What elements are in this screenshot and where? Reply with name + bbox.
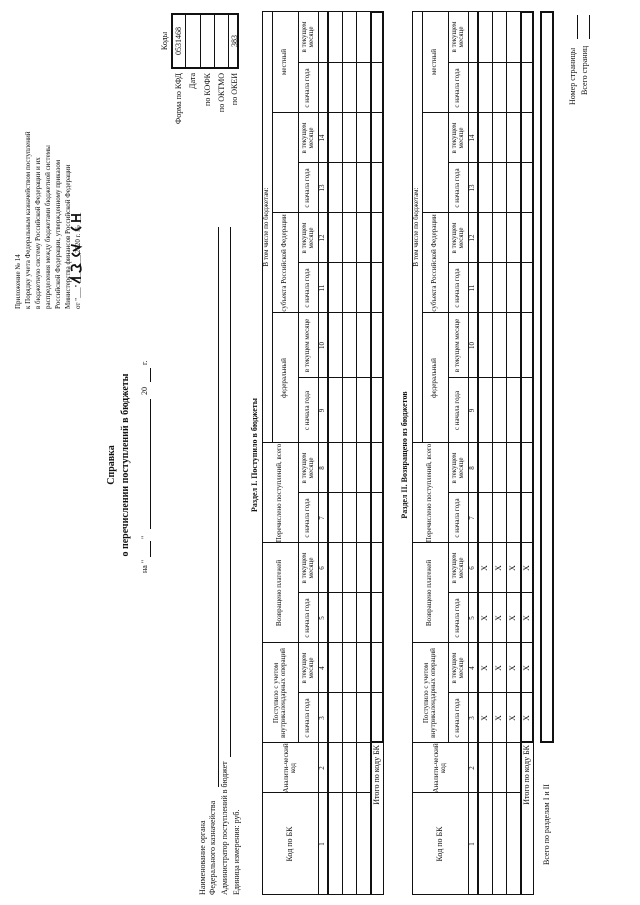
signature-mark-icon [68, 197, 84, 287]
appendix-line-5: Российской Федерации, утвержденному приказом [54, 159, 62, 309]
s2-colnum: 10 [468, 342, 477, 349]
s1-colnum: 6 [318, 566, 327, 570]
s2-hline [506, 11, 507, 895]
s1-header-federal: федеральный [280, 358, 289, 398]
appendix-line-7: от "___" ________ 2020 г. № ___ [74, 212, 82, 309]
date-prefix: на " [140, 559, 149, 573]
admin-line [230, 227, 231, 757]
s2-header-federal: федеральный [430, 358, 439, 398]
s1-sub-ytd: с начала года [303, 68, 312, 108]
treasury-line [218, 227, 219, 787]
form-subtitle: о перечислении поступлений в бюджеты [120, 373, 131, 557]
s2-colnum: 7 [468, 516, 477, 520]
s2-cell-x: X [494, 615, 504, 621]
codes-divider-4 [228, 13, 229, 69]
s1-header-analytic: Аналити-ческий код [281, 743, 297, 793]
s2-sub-ytd: с начала года [453, 698, 462, 738]
date-month-line [150, 399, 151, 529]
s2-hline [492, 11, 493, 895]
s2-colnum: 5 [468, 616, 477, 620]
s1-colnum: 14 [318, 134, 327, 142]
org-name-label: Наименование органа [198, 820, 207, 895]
s1-hline [356, 11, 357, 895]
s1-hline [342, 11, 343, 895]
s1-total-label: Итого по коду БК [372, 745, 381, 805]
appendix-line-6: Министерства финансов Российской Федерации [64, 164, 72, 309]
codes-divider-3 [214, 13, 215, 69]
s2-header-subject: субъекта Российской Федерации [430, 214, 439, 312]
s2-colnum: 14 [468, 134, 477, 142]
s1-sub-ytd: с начала года [303, 168, 312, 208]
s1-sub-month: в текущем месяце [299, 222, 315, 254]
s1-sub-ytd: с начала года [303, 598, 312, 638]
s2-header-local: местный [430, 48, 439, 76]
s2-colnum: 2 [468, 766, 477, 770]
treasury-label: Федерального казначейства [208, 800, 217, 895]
s2-header-kbk: Код по БК [434, 826, 444, 862]
date-day-line [150, 541, 151, 557]
s2-sub-ytd: с начала года [453, 390, 462, 431]
s2-colnum: 13 [468, 184, 477, 192]
okei-code-value: 383 [230, 35, 239, 47]
s1-sub-month: в текущем месяце [299, 552, 315, 584]
s2-sub-ytd: с начала года [453, 268, 462, 308]
handwritten-order-number [68, 197, 87, 287]
s1-colnum: 5 [318, 616, 327, 620]
s1-sub-ytd: с начала года [303, 268, 312, 308]
s2-cell-x: X [508, 715, 518, 721]
s1-sub-month: в текущем месяце [299, 452, 315, 484]
s2-total-x: X [522, 665, 532, 671]
s1-colnum: 10 [318, 342, 327, 349]
codes-divider-2 [200, 13, 201, 69]
total-pages-label: Всего страниц [580, 45, 589, 95]
s2-sub-month: в текущем месяце [449, 122, 465, 154]
appendix-line-4: распределения между бюджетами бюджетной системы [44, 145, 52, 309]
s1-sub-ytd: с начала года [303, 390, 312, 431]
unit-label: Единица измерения: руб. [232, 809, 241, 895]
s1-colnum: 13 [318, 184, 327, 192]
year-suffix: г. [140, 360, 149, 365]
s2-cell-x: X [480, 615, 490, 621]
s1-colnum: 3 [318, 716, 327, 720]
s2-cell-x: X [480, 665, 490, 671]
s2-colnum: 3 [468, 716, 477, 720]
s2-cell-x: X [494, 665, 504, 671]
s1-header-kbk: Код по БК [284, 826, 294, 862]
s2-header-received: Поступило с учетом внутрикалендарных операций [421, 648, 437, 738]
s1-colnum: 1 [318, 842, 327, 846]
s1-colnum: 4 [318, 666, 327, 670]
grand-total-box [540, 11, 554, 743]
s1-colnum: 8 [318, 466, 327, 470]
s1-header-returned: Возвращено платежей [275, 559, 284, 627]
s2-colnum: 12 [468, 234, 477, 242]
s1-sub-month: в текущем месяце [299, 652, 315, 684]
codes-header: Коды [160, 31, 169, 51]
s2-sub-month: в текущем месяце [449, 21, 465, 53]
s2-total-x: X [522, 615, 532, 621]
s2-colnum: 9 [468, 408, 477, 413]
year-line [150, 368, 151, 382]
s2-cell-x: X [508, 565, 518, 571]
section1-title: Раздел I. Поступило в бюджеты [250, 398, 259, 512]
s1-header-subject: субъекта Российской Федерации [280, 214, 289, 312]
s1-colnum: 11 [318, 284, 327, 292]
s2-header-incl: В том числе по бюджетам: [412, 187, 421, 267]
year-prefix: 20 [140, 387, 149, 395]
s2-colnum: 8 [468, 466, 477, 470]
appendix-line-2: к Порядку учета Федеральным казначейством поступлений [24, 131, 32, 309]
s2-header-returned: Возвращено платежей [425, 559, 434, 627]
s1-colnum: 7 [318, 516, 327, 520]
s2-cell-x: X [508, 665, 518, 671]
s1-colnum: 12 [318, 234, 327, 242]
s1-sub-month: в текущем месяце [299, 122, 315, 154]
s2-cell-x: X [494, 715, 504, 721]
s1-colnum: 9 [318, 408, 327, 413]
s2-sub-ytd: с начала года [453, 598, 462, 638]
s2-total-x: X [522, 715, 532, 721]
s2-sub-ytd: с начала года [453, 168, 462, 208]
s2-sub-month: в текущем месяце [449, 222, 465, 254]
s1-header-local: местный [280, 48, 289, 76]
s2-cell-x: X [480, 565, 490, 571]
s2-cell-x: X [494, 565, 504, 571]
s2-sub-ytd: с начала года [453, 498, 462, 538]
s1-total-box [370, 11, 384, 743]
section2-title: Раздел II. Возвращено из бюджетов [400, 391, 409, 519]
s2-colnum: 11 [468, 284, 477, 292]
s1-header-incl: В том числе по бюджетам: [262, 187, 271, 267]
codes-divider-1 [185, 13, 186, 69]
s2-sub-ytd: с начала года [453, 68, 462, 108]
s2-colnum: 1 [468, 842, 477, 846]
form-title: Справка [106, 445, 117, 485]
s2-cell-x: X [480, 715, 490, 721]
okei-code-label: по ОКЕИ [230, 73, 239, 106]
s1-header-local-placeholder [272, 113, 298, 213]
s1-sub-ytd: с начала года [303, 698, 312, 738]
s1-sub-ytd: с начала года [303, 498, 312, 538]
page-number-label: Номер страницы [568, 47, 577, 105]
s2-sub-month: в текущем месяце [453, 318, 462, 373]
page-number-line [577, 15, 578, 39]
s1-sub-month: в текущем месяце [303, 318, 312, 373]
form-code-value: 0531468 [174, 27, 183, 55]
s1-sub-month: в текущем месяце [299, 21, 315, 53]
oktmo-code-label: по ОКТМО [217, 73, 226, 113]
s2-total-x: X [522, 565, 532, 571]
total-pages-line [589, 15, 590, 39]
s2-sub-month: в текущем месяце [449, 652, 465, 684]
date-quote: " [140, 535, 149, 539]
s2-header-transferred: Перечислено поступлений, всего [425, 443, 434, 543]
grand-total-label: Всего по разделам I и II [542, 784, 551, 865]
appendix-line-3: в бюджетную систему Российской Федерации и их [34, 157, 42, 309]
s2-colnum: 4 [468, 666, 477, 670]
s2-sub-month: в текущем месяце [449, 552, 465, 584]
s1-header-received: Поступило с учетом внутрикалендарных операций [271, 648, 287, 738]
date-code-label: Дата [188, 73, 197, 89]
s2-colnum: 6 [468, 566, 477, 570]
s1-header-transferred: Перечислено поступлений, всего [275, 443, 284, 543]
s2-cell-x: X [508, 615, 518, 621]
kofk-code-label: по КОФК [203, 73, 212, 106]
s1-colnum: 2 [318, 766, 327, 770]
appendix-line-1: Приложение № 14 [14, 254, 22, 309]
s2-total-label: Итого по коду БК [522, 745, 531, 805]
s2-header-analytic: Аналити-ческий код [431, 743, 447, 793]
s2-sub-month: в текущем месяце [449, 452, 465, 484]
form-code-label: Форма по КФД [174, 73, 183, 125]
admin-label: Администратор поступлений в бюджет [220, 761, 229, 895]
